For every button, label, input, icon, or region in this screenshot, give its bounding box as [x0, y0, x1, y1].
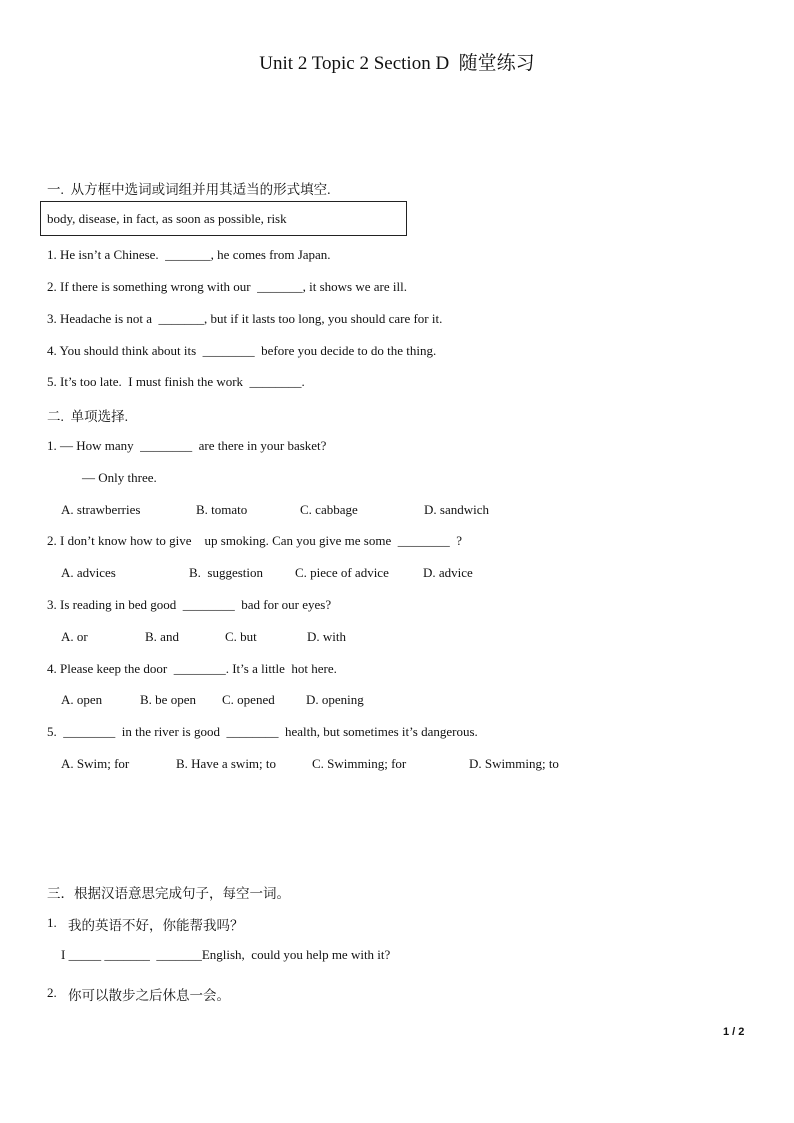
mc-question-5: 5. ________ in the river is good ________ health, but sometimes it’s dangerous. [47, 724, 478, 739]
mc-4-option-a: A. open [61, 692, 103, 707]
mc-2-option-b: B. suggestion [189, 565, 264, 580]
page-number: 1 / 2 [723, 1026, 745, 1038]
mc-4-option-c: C. opened [222, 692, 275, 707]
fill-question-2: 2. If there is something wrong with our _______, it shows we are ill. [47, 279, 407, 294]
mc-5-option-c: C. Swimming; for [312, 756, 407, 771]
mc-5-option-a: A. Swim; for [61, 756, 130, 771]
mc-2-option-c: C. piece of advice [295, 565, 389, 580]
mc-1-option-c: C. cabbage [300, 502, 358, 517]
mc-question-4: 4. Please keep the door ________. It’s a little hot here. [47, 661, 337, 676]
mc-question-2: 2. I don’t know how to give up smoking. Can you give me some ________ ? [47, 533, 463, 548]
fill-question-4: 4. You should think about its ________ before you decide to do the thing. [47, 343, 437, 358]
mc-3-option-b: B. and [145, 629, 179, 644]
mc-2-option-d: D. advice [423, 565, 473, 580]
page-title: Unit 2 Topic 2 Section D 随堂练习 [259, 53, 535, 74]
mc-question-3: 3. Is reading in bed good ________ bad for our eyes? [47, 597, 332, 612]
fill-question-3: 3. Headache is not a _______, but if it lasts too long, you should care for it. [47, 311, 443, 326]
mc-4-option-d: D. opening [306, 692, 364, 707]
translate-1-english: I _____ _______ _______English, could you help me with it? [61, 947, 391, 962]
mc-1-option-d: D. sandwich [424, 502, 489, 517]
translate-1-number: 1. [47, 915, 57, 930]
word-box-text: body, disease, in fact, as soon as possible, risk [47, 211, 287, 226]
section-3-heading: 三．根据汉语意思完成句子，每空一词。 [47, 886, 290, 901]
mc-3-option-a: A. or [61, 629, 88, 644]
translate-1-chinese: 我的英语不好，你能帮我吗？ [68, 918, 244, 933]
section-1-heading: 一. 从方框中选词或词组并用其适当的形式填空. [47, 182, 331, 197]
mc-question-1-reply: — Only three. [82, 470, 157, 485]
mc-question-1: 1. — How many ________ are there in your basket? [47, 438, 327, 453]
mc-5-option-d: D. Swimming; to [469, 756, 559, 771]
word-box [40, 201, 407, 236]
translate-2-chinese: 你可以散步之后休息一会。 [68, 988, 230, 1003]
fill-question-1: 1. He isn’t a Chinese. _______, he comes from Japan. [47, 247, 331, 262]
mc-3-option-c: C. but [225, 629, 257, 644]
fill-question-5: 5. It’s too late. I must finish the work ________. [47, 374, 305, 389]
mc-3-option-d: D. with [307, 629, 346, 644]
mc-1-option-b: B. tomato [196, 502, 248, 517]
translate-2-number: 2. [47, 985, 57, 1000]
mc-1-option-a: A. strawberries [61, 502, 141, 517]
mc-2-option-a: A. advices [61, 565, 116, 580]
mc-5-option-b: B. Have a swim; to [176, 756, 277, 771]
section-2-heading: 二. 单项选择. [47, 409, 128, 424]
mc-4-option-b: B. be open [140, 692, 196, 707]
